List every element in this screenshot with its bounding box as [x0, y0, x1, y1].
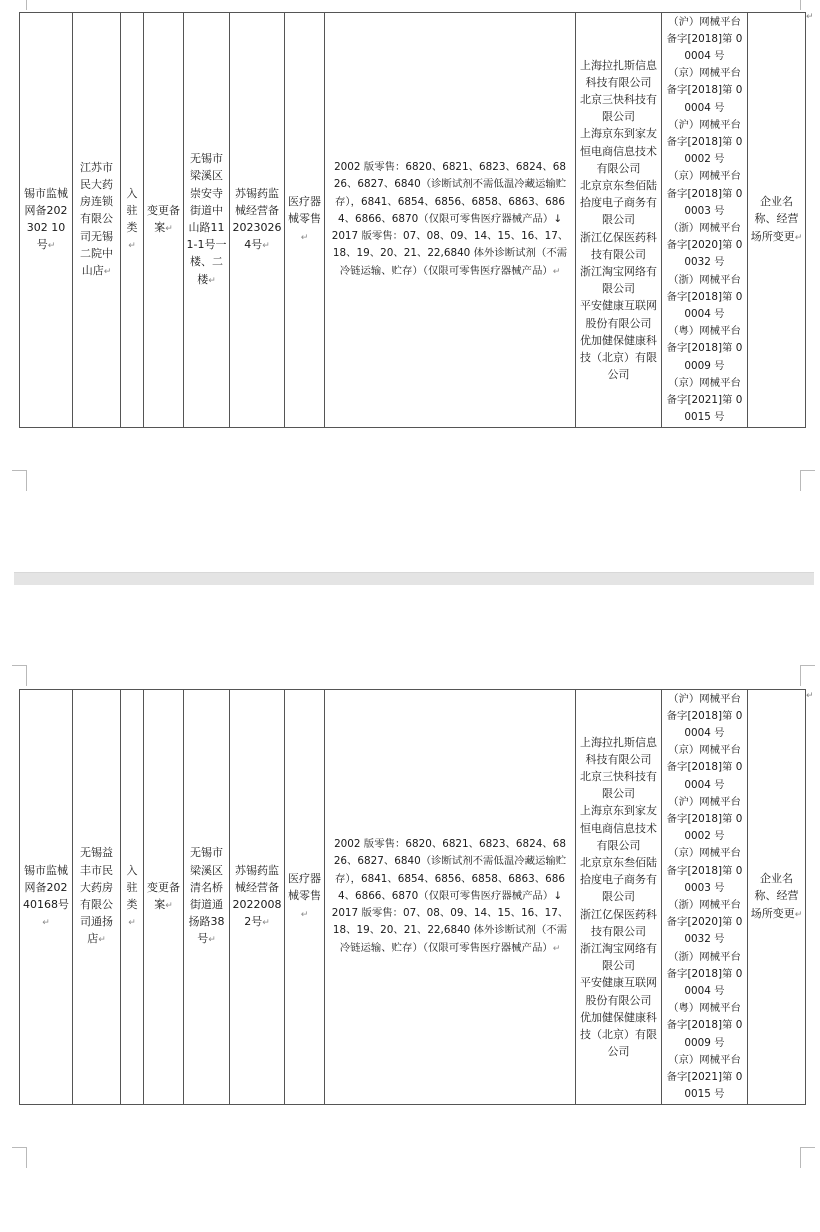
- platform-name: 上海京东到家友恒电商信息技术有限公司: [580, 804, 657, 852]
- scope-2002: 2002 版零售：6820、6821、6823、6824、6826、6827、6840（诊断试剂不需低温冷藏运输贮存），6841、6854、6856、6858、6863、6864、6866、6870（仅限可零售医疗器械产品）↓: [333, 838, 567, 902]
- business-form-cell: 医疗器械零售↵: [285, 13, 325, 428]
- platform-list-cell: [576, 13, 662, 428]
- platform-name: 浙江淘宝网络有限公司: [580, 942, 657, 973]
- change-type-cell: 变更备案↵: [144, 13, 184, 428]
- record-table: [19, 12, 806, 428]
- paragraph-mark: ↵: [806, 691, 814, 701]
- record-table: [19, 689, 806, 1105]
- page-corner-mark: [12, 665, 27, 686]
- scope-2017: 2017 版零售：07、08、09、14、15、16、17、18、19、20、21、22,6840 体外诊断试剂（不需冷链运输、贮存）（仅限可零售医疗器械产品）↵: [331, 230, 569, 277]
- category-cell: 入驻类↵: [121, 13, 144, 428]
- platform-name: 平安健康互联网股份有限公司: [580, 299, 657, 330]
- category-cell: 入驻类↵: [121, 690, 144, 1105]
- scope-2017: 2017 版零售：07、08、09、14、15、16、17、18、19、20、21、22,6840 体外诊断试剂（不需冷链运输、贮存）（仅限可零售医疗器械产品）↵: [331, 907, 569, 954]
- remark-cell: 企业名称、经营场所变更↵: [748, 690, 806, 1105]
- platform-name: 北京三快科技有限公司: [580, 769, 657, 801]
- platform-license: （沪）网械平台备字[2018]第 00002 号: [666, 118, 743, 166]
- page-corner-mark: [800, 470, 815, 491]
- page-corner-mark: [12, 470, 27, 491]
- scope-2002: 2002 版零售：6820、6821、6823、6824、6826、6827、6840（诊断试剂不需低温冷藏运输贮存），6841、6854、6856、6858、6863、6864、6866、6870（仅限可零售医疗器械产品）↓: [333, 161, 567, 225]
- platform-license: （沪）网械平台备字[2018]第 00004 号: [666, 692, 743, 739]
- table-row: [20, 690, 806, 1105]
- business-scope-cell: [325, 690, 576, 1105]
- license-number-cell: 苏锡药监械经营备20230264号↵: [230, 13, 285, 428]
- business-form-cell: 医疗器械零售↵: [285, 690, 325, 1105]
- company-name-cell: 无锡益丰市民大药房有限公司通扬店↵: [73, 690, 121, 1105]
- platform-name: 上海拉扎斯信息科技有限公司: [580, 58, 657, 89]
- platform-name: 浙江淘宝网络有限公司: [580, 265, 657, 296]
- address-cell: 无锡市梁溪区崇安寺街道中山路111-1号一楼、二楼↵: [184, 13, 230, 428]
- platform-license: （浙）网械平台备字[2020]第 00032 号: [666, 899, 743, 946]
- paragraph-mark: ↵: [806, 12, 814, 22]
- page-corner-mark: [12, 1147, 27, 1168]
- record-number-cell: 锡市监械网备202302 10号↵: [20, 13, 73, 428]
- platform-license: （京）网械平台备字[2021]第 00015 号: [666, 376, 743, 424]
- page-corner-mark: [800, 0, 815, 10]
- platform-license: （浙）网械平台备字[2018]第 00004 号: [666, 273, 743, 321]
- page-separator: [14, 572, 814, 586]
- platform-name: 上海拉扎斯信息科技有限公司: [580, 735, 657, 766]
- platform-license: （沪）网械平台备字[2018]第 00002 号: [666, 795, 743, 843]
- platform-license: （京）网械平台备字[2018]第 00004 号: [666, 744, 743, 791]
- platform-license: （浙）网械平台备字[2020]第 00032 号: [666, 222, 743, 269]
- page-corner-mark: [12, 0, 27, 10]
- license-number-cell: 苏锡药监械经营备20220082号↵: [230, 690, 285, 1105]
- platform-name: 北京三快科技有限公司: [580, 92, 657, 124]
- platform-name: 上海京东到家友恒电商信息技术有限公司: [580, 127, 657, 175]
- platform-license: （京）网械平台备字[2018]第 00004 号: [666, 67, 743, 114]
- record-number-cell: 锡市监械网备20240168号↵: [20, 690, 73, 1105]
- change-type-cell: 变更备案↵: [144, 690, 184, 1105]
- page-corner-mark: [800, 665, 815, 686]
- remark-cell: 企业名称、经营场所变更↵: [748, 13, 806, 428]
- company-name-cell: 江苏市民大药房连锁有限公司无锡二院中山店↵: [73, 13, 121, 428]
- platform-name: 平安健康互联网股份有限公司: [580, 976, 657, 1007]
- business-scope-cell: [325, 13, 576, 428]
- platform-name: 北京京东叁佰陆拾度电子商务有限公司: [580, 855, 657, 904]
- platform-name: 优加健保健康科技（北京）有限公司: [580, 333, 657, 382]
- table-row: [20, 13, 806, 428]
- platform-license: （京）网械平台备字[2021]第 00015 号: [666, 1053, 743, 1101]
- platform-license: （京）网械平台备字[2018]第 00003 号: [666, 170, 743, 217]
- platform-license-cell: [662, 690, 748, 1105]
- page-corner-mark: [800, 1147, 815, 1168]
- platform-list-cell: [576, 690, 662, 1105]
- platform-name: 北京京东叁佰陆拾度电子商务有限公司: [580, 178, 657, 227]
- platform-license-cell: [662, 13, 748, 428]
- platform-license: （粤）网械平台备字[2018]第 00009 号: [666, 325, 743, 372]
- platform-license: （浙）网械平台备字[2018]第 00004 号: [666, 950, 743, 998]
- platform-name: 浙江亿保医药科技有限公司: [580, 907, 657, 938]
- platform-name: 优加健保健康科技（北京）有限公司: [580, 1010, 657, 1059]
- platform-name: 浙江亿保医药科技有限公司: [580, 230, 657, 261]
- platform-license: （粤）网械平台备字[2018]第 00009 号: [666, 1002, 743, 1049]
- address-cell: 无锡市梁溪区清名桥街道通扬路38号↵: [184, 690, 230, 1105]
- platform-license: （沪）网械平台备字[2018]第 00004 号: [666, 15, 743, 62]
- platform-license: （京）网械平台备字[2018]第 00003 号: [666, 847, 743, 894]
